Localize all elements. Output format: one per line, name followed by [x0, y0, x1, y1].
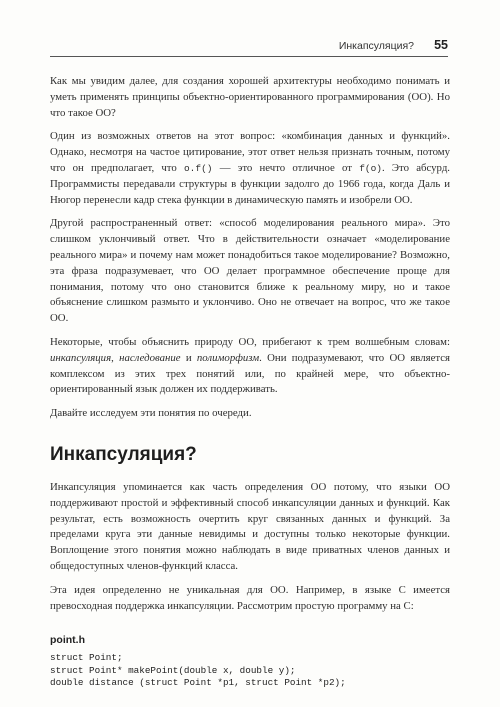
paragraph-text: Некоторые, чтобы объяснить природу ОО, прибегают к трем волшебным словам: [50, 335, 450, 348]
page-number: 55 [434, 38, 448, 52]
emphasis-encapsulation: инкапсуляция [50, 351, 112, 364]
paragraph-intro: Как мы увидим далее, для создания хорошей архитектуры необходимо понимать и уметь применять принципы объектно-ориентированного программирования (ОО). Но что такое ОО? [50, 75, 450, 119]
code-line: struct Point; [50, 652, 123, 664]
paragraph-text: , [111, 351, 120, 364]
code-block [50, 652, 450, 690]
paragraph-text: и [180, 351, 197, 364]
emphasis-polymorphism: полиморфизм [196, 351, 260, 364]
code-file-label: point.h [50, 634, 85, 647]
inline-code-function-call: f(o) [359, 162, 383, 174]
paragraph-text: Один из возможных ответов на этот вопрос: «комбинация данных и функций». Однако, несмотря на частое цитирование, этот ответ нельзя признать точным, потому что он предполагает, что [50, 130, 450, 174]
paragraph-modeling-real-world: Другой распространенный ответ: «способ моделирования реального мира». Это слишком уклончивый ответ. Что в действительности означает «моделирование реального мира» и почему нам может понадобиться такое моделирование? Возможно, эта фраза подразумевает, что ОО делает программное обеспечение проще для понимания, потому что оно становится ближе к реальному миру, но и такое объяснение слишком размыто и уклончиво. Оно не отвечает на вопрос, что же такое ОО. [50, 217, 450, 325]
code-line: double distance (struct Point *p1, struct Point *p2); [50, 677, 346, 689]
emphasis-inheritance: наследование [119, 351, 181, 364]
section-heading: Инкапсуляция? [50, 443, 197, 465]
paragraph-text: — это нечто отличное от [212, 161, 360, 174]
inline-code-method-call: o.f() [183, 162, 213, 174]
paragraph-c-example: Эта идея определенно не уникальная для ОО. Например, в языке C имеется превосходная поддержка инкапсуляции. Рассмотрим простую программу на C: [50, 583, 450, 612]
paragraph-text: . Они подразумевают, что ОО является комплексом из этих трех понятий или, по крайней мере, что объектно-ориентированный язык должен их поддерживать. [50, 351, 450, 396]
page-body [50, 74, 450, 690]
paragraph-data-and-functions [50, 129, 450, 208]
paragraph-lets-explore: Давайте исследуем эти понятия по очереди. [50, 407, 252, 420]
code-line: struct Point* makePoint(double x, double y); [50, 664, 296, 676]
running-header [50, 38, 448, 57]
paragraph-encapsulation: Инкапсуляция упоминается как часть определения ОО потому, что языки ОО поддерживают простой и эффективный способ инкапсуляции данных и функций. Как результат, есть возможность очертить круг связанных данных и функций. За пределами круга эти данные невидимы и доступны только некоторые функции. Воплощение этого понятия можно наблюдать в виде приватных членов данных и общедоступных членов-функций класса. [50, 480, 450, 572]
paragraph-three-words [50, 335, 450, 398]
running-header-title: Инкапсуляция? [338, 40, 414, 52]
paragraph-text: . Это абсурд. Программисты передавали структуры в функции задолго до 1966 года, когда Даль и Нюгор перенесли кадр стека функции в динамическую память и изобрели ОО. [50, 161, 451, 206]
